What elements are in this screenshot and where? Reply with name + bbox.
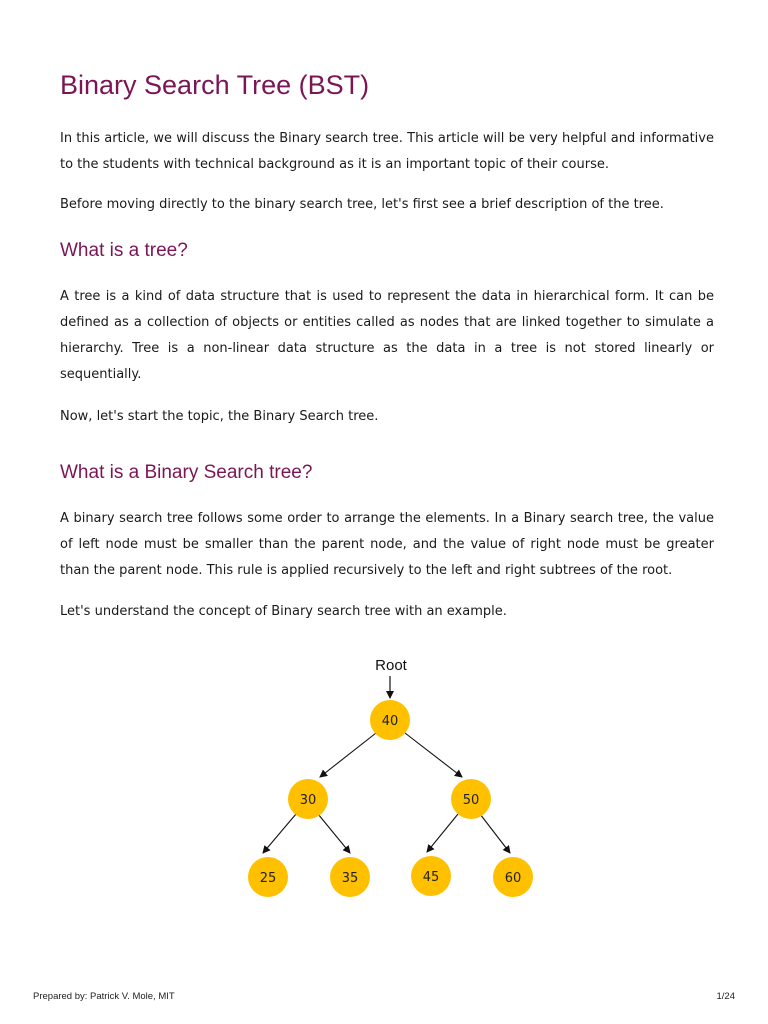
footer-prepared-by: Prepared by: Patrick V. Mole, MIT xyxy=(33,991,175,1002)
edge-40-30 xyxy=(320,733,376,777)
tree-node-value: 60 xyxy=(504,871,522,886)
tree-node-40 xyxy=(370,700,410,740)
tree-node-value: 30 xyxy=(299,793,317,808)
intro-paragraph-2: Before moving directly to the binary search tree, let's first see a brief description of the tree. xyxy=(60,197,664,212)
tree-node-value: 35 xyxy=(341,871,359,886)
edge-50-45 xyxy=(427,814,458,852)
edge-30-25 xyxy=(263,814,296,853)
section-heading-bst: What is a Binary Search tree? xyxy=(60,462,313,483)
bst-definition-paragraph: A binary search tree follows some order to arrange the elements. In a Binary search tree, the value of left node must be smaller than the parent node, and the value of right node must be greater than the parent node. This rule is applied recursively to the left and right subtrees of the root. xyxy=(60,511,714,578)
edge-40-50 xyxy=(405,733,462,777)
tree-node-45 xyxy=(411,856,451,896)
tree-transition-paragraph: Now, let's start the topic, the Binary Search tree. xyxy=(60,409,379,424)
page-title: Binary Search Tree (BST) xyxy=(60,70,370,100)
tree-node-25 xyxy=(248,857,288,897)
tree-node-60 xyxy=(493,857,533,897)
intro-paragraph-1: In this article, we will discuss the Binary search tree. This article will be very helpful and informative to the students with technical background as it is an important topic of their course. xyxy=(60,131,714,172)
edge-30-35 xyxy=(318,814,350,853)
bst-diagram xyxy=(230,648,550,908)
root-label: Root xyxy=(375,657,407,674)
tree-definition-paragraph: A tree is a kind of data structure that is used to represent the data in hierarchical form. It can be defined as a collection of objects or entities called as nodes that are linked together to simulate a hierarchy. Tree is a non-linear data structure as the data in a tree is not stored linearly or sequentially. xyxy=(60,289,714,382)
tree-node-value: 50 xyxy=(462,793,480,808)
tree-node-50 xyxy=(451,779,491,819)
bst-example-intro-paragraph: Let's understand the concept of Binary search tree with an example. xyxy=(60,604,507,619)
edge-50-60 xyxy=(480,814,510,853)
tree-node-30 xyxy=(288,779,328,819)
section-heading-tree: What is a tree? xyxy=(60,240,188,261)
tree-node-value: 25 xyxy=(259,871,277,886)
footer-page-number: 1/24 xyxy=(716,991,735,1002)
tree-node-35 xyxy=(330,857,370,897)
tree-node-value: 40 xyxy=(381,714,399,729)
tree-node-value: 45 xyxy=(422,870,440,885)
